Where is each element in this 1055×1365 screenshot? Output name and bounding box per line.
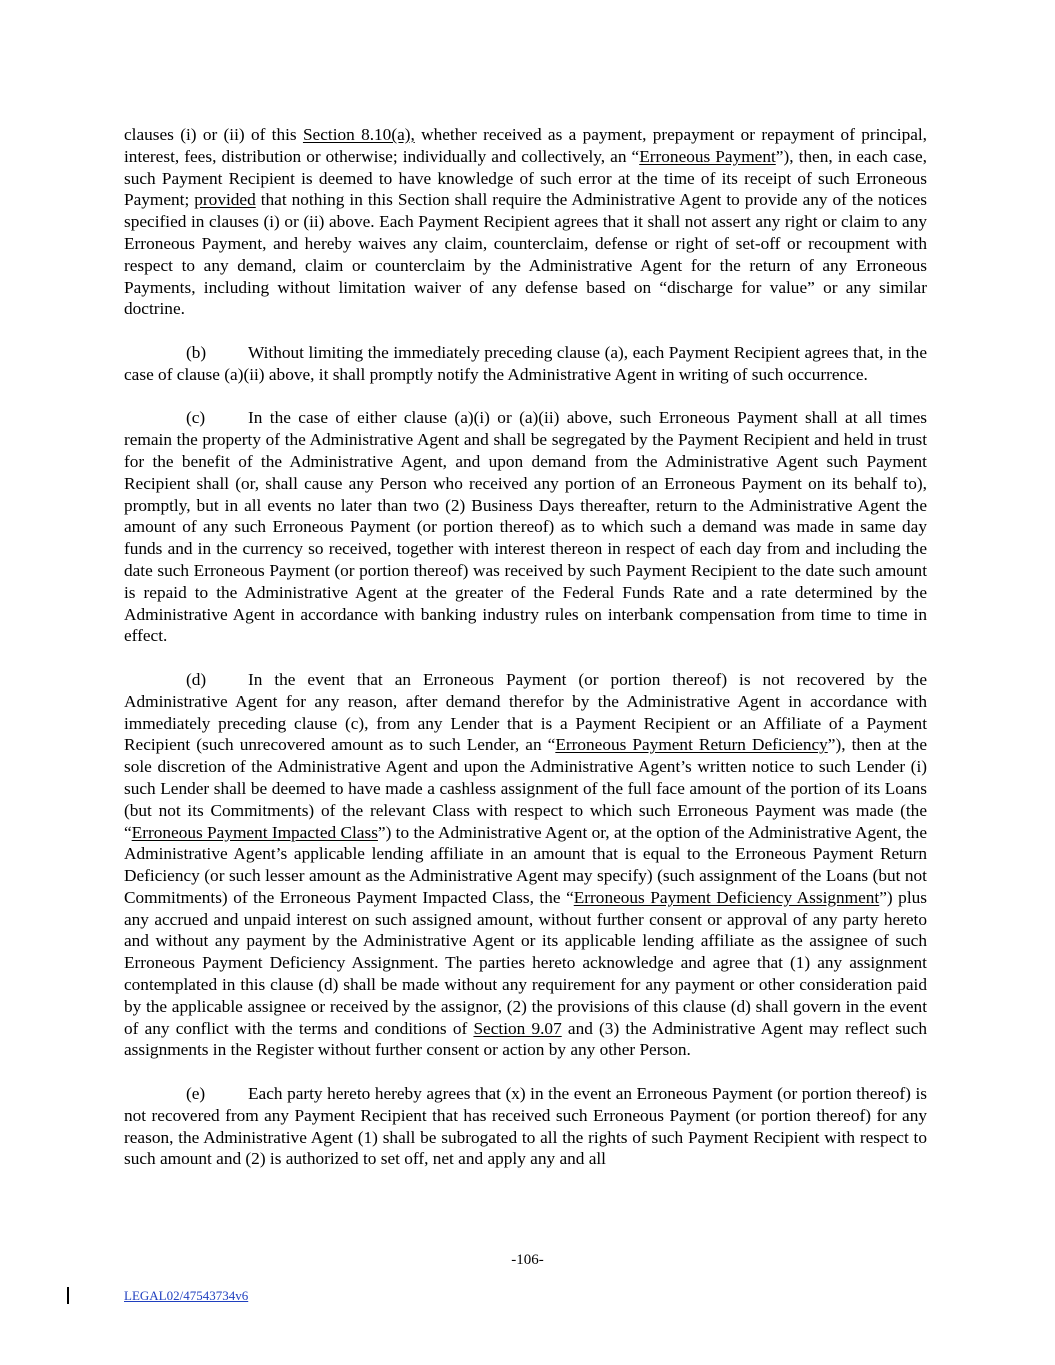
text-run: clauses (i) or (ii) of this <box>124 125 303 144</box>
clause-label: (e) <box>186 1084 206 1104</box>
clause-label: (c) <box>186 408 206 428</box>
text-run: ”) plus any accrued and unpaid interest on such assigned amount, without further consent or approval of any party hereto and without any payment by the Administrative Agent or its applicable lending affiliate as the assignee of such Erroneous Payment Deficiency Assignment. The parties hereto acknowledge and agree that (1) any assignment contemplated in this clause (d) shall be made without any requirement for any payment or other consideration paid by the applicable assignee or received by the assignor, (2) the provisions of this clause (d) shall govern in the event of any conflict with the terms and conditions of <box>124 887 927 1038</box>
text-run: and (3) the Administrative Agent may reflect such assignments in the Register without further consent or action by any other Person. <box>124 1018 928 1060</box>
paragraph-a-continuation <box>124 124 927 320</box>
document-body <box>124 124 927 1192</box>
paragraph-c <box>124 407 927 647</box>
text-run: whether received as a payment, prepayment or repayment of principal, interest, fees, distribution or otherwise; individually and collectively, an “ <box>124 125 927 166</box>
defined-term: Erroneous Payment Deficiency Assignment <box>573 887 880 907</box>
page-number: -106- <box>511 1252 544 1268</box>
text-run: that nothing in this Section shall require the Administrative Agent to provide any of the notices specified in clauses (i) or (ii) above. Each Payment Recipient agrees that it shall not assert any right or claim to any Erroneous Payment, and hereby waives any claim, counterclaim, defense or right of set-off or recoupment with respect to any demand, claim or counterclaim by the Administrative Agent for the return of any Erroneous Payments, including without limitation waiver of any defense based on “discharge for value” or any similar doctrine. <box>124 190 927 319</box>
document-id-link[interactable]: LEGAL02/47543734v6 <box>124 1288 249 1303</box>
text-run: Without limiting the immediately preceding clause (a), each Payment Recipient agrees that, in the case of clause (a)(ii) above, it shall promptly notify the Administrative Agent in writing of such occurrence. <box>124 342 927 384</box>
clause-label: (d) <box>186 669 207 689</box>
text-run: Each party hereto hereby agrees that (x) in the event an Erroneous Payment (or portion thereof) is not recovered from any Payment Recipient that has received such Erroneous Payment (or portion thereof) for any reason, the Administrative Agent (1) shall be subrogated to all the rights of such Payment Recipient with respect to such amount and (2) is authorized to set off, net and apply any and all <box>124 1084 927 1169</box>
paragraph-b <box>124 342 927 386</box>
defined-term: Erroneous Payment Impacted Class <box>131 822 378 842</box>
section-reference: Section 8.10(a), <box>302 125 415 144</box>
paragraph-e <box>124 1083 927 1170</box>
text-run: In the case of either clause (a)(i) or (a)(ii) above, such Erroneous Payment shall at all times remain the property of the Administrative Agent and shall be segregated by the Payment Recipient and held in trust for the benefit of the Administrative Agent, and upon demand from the Administrative Agent such Payment Recipient shall (or, shall cause any Person who received any portion of an Erroneous Payment on its behalf to), promptly, but in all events no later than two (2) Business Days thereafter, return to the Administrative Agent the amount of any such Erroneous Payment (or portion thereof) as to which such a demand was made in same day funds and in the currency so received, together with interest thereon in respect of each day from and including the date such Erroneous Payment (or portion thereof) was received by such Payment Recipient to the date such amount is repaid to the Administrative Agent at the greater of the Federal Funds Rate and a rate determined by the Administrative Agent in accordance with banking industry rules on interbank compensation from time to time in effect. <box>124 408 927 646</box>
text-run: ”), then, in each case, such Payment Recipient is deemed to have knowledge of such error at the time of its receipt of such Erroneous Payment; <box>124 146 927 210</box>
defined-term: Erroneous Payment <box>639 146 776 166</box>
text-run: ”), then at the sole discretion of the Administrative Agent and upon the Administrative Agent’s written notice to such Lender (i) such Lender shall be deemed to have made a cashless assignment of the full face amount of the portion of its Loans (but not its Commitments) of the relevant Class with respect to which such Erroneous Payment was made (the “ <box>124 735 928 842</box>
change-bar <box>67 1287 69 1304</box>
text-run: In the event that an Erroneous Payment (or portion thereof) is not recovered by the Administrative Agent for any reason, after demand therefor by the Administrative Agent in accordance with immediately preceding clause (c), from any Lender that is a Payment Recipient or an Affiliate of a Payment Recipient (such unrecovered amount as to such Lender, an “ <box>124 669 927 755</box>
text-run: ”) to the Administrative Agent or, at the option of the Administrative Agent, the Administrative Agent’s applicable lending affiliate in an amount that is equal to the Erroneous Payment Return Deficiency (or such lesser amount as the Administrative Agent may specify) (such assignment of the Loans (but not Commitments) of the Erroneous Payment Impacted Class, the “ <box>124 822 927 907</box>
defined-term: Erroneous Payment Return Deficiency <box>555 735 828 755</box>
clause-label: (b) <box>186 342 207 362</box>
proviso-term: provided <box>194 190 256 210</box>
paragraph-d <box>124 669 927 1061</box>
section-reference: Section 9.07 <box>473 1018 562 1038</box>
